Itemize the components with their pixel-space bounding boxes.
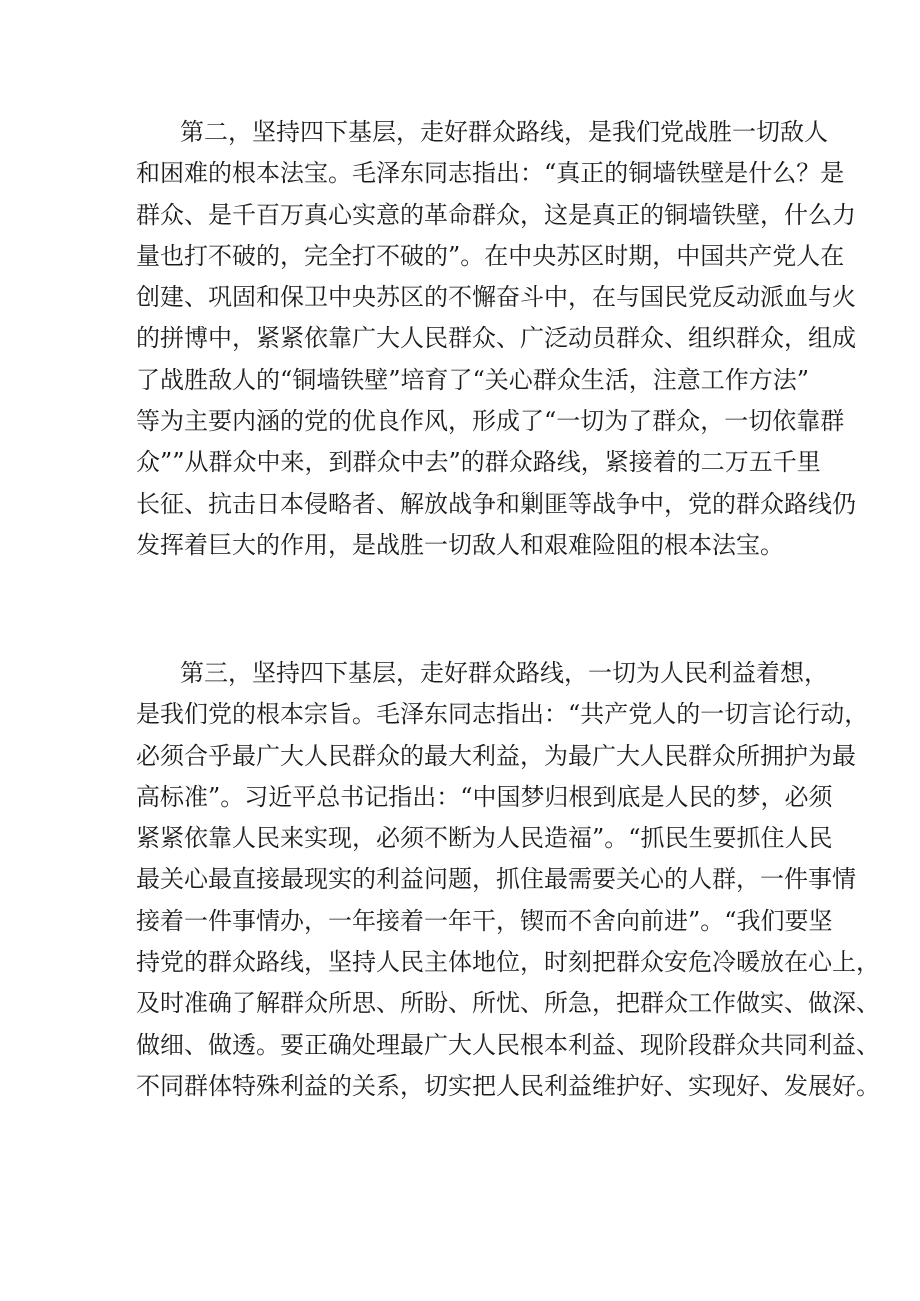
paragraph-line: 不同群体特殊利益的关系，切实把人民利益维护好、实现好、发展好。: [136, 1071, 880, 1100]
paragraph-line: 最关心最直接最现实的利益问题，抓住最需要关心的人群，一件事情: [136, 865, 856, 894]
paragraph-line: 的拼博中，紧紧依靠广大人民群众、广泛动员群众、组织群众，组成: [136, 324, 856, 353]
paragraph-line: 及时准确了解群众所思、所盼、所忧、所急，把群众工作做实、做深、: [136, 989, 880, 1018]
paragraph-line: 发挥着巨大的作用，是战胜一切敌人和艰难险阻的根本法宝。: [136, 530, 784, 559]
paragraph-line: 必须合乎最广大人民群众的最大利益，为最广大人民群众所拥护为最: [136, 741, 856, 770]
paragraph-line: 群众、是千百万真心实意的革命群众，这是真正的铜墙铁壁，什么力: [136, 200, 856, 229]
paragraph-line: 接着一件事情办，一年接着一年干，锲而不舍向前进”。“我们要坚: [136, 906, 833, 935]
paragraph-line: 创建、巩固和保卫中央苏区的不懈奋斗中，在与国民党反动派血与火: [136, 283, 856, 312]
paragraph-line: 量也打不破的，完全打不破的”。在中央苏区时期，中国共产党人在: [136, 241, 845, 270]
paragraph-line: 第二，坚持四下基层，走好群众路线，是我们党战胜一切敌人: [180, 118, 828, 146]
paragraph-second-point: [136, 112, 856, 566]
paragraph-line: 做细、做透。要正确处理最广大人民根本利益、现阶段群众共同利益、: [136, 1030, 880, 1059]
paragraph-line: 众””从群众中来，到群众中去”的群众路线，紧接着的二万五千里: [136, 448, 821, 477]
paragraph-third-point: [136, 653, 880, 1107]
paragraph-line: 等为主要内涵的党的优良作风，形成了“一切为了群众，一切依靠群: [136, 407, 845, 436]
paragraph-line: 高标准”。习近平总书记指出：“中国梦归根到底是人民的梦，必须: [136, 782, 833, 811]
paragraph-line: 持党的群众路线，坚持人民主体地位，时刻把群众安危冷暖放在心上，: [136, 948, 880, 977]
paragraph-line: 和困难的根本法宝。毛泽东同志指出：“真正的铜墙铁壁是什么？是: [136, 159, 845, 188]
paragraph-line: 紧紧依靠人民来实现，必须不断为人民造福”。“抓民生要抓住人民: [136, 824, 833, 853]
paragraph-line: 第三，坚持四下基层，走好群众路线，一切为人民利益着想，: [180, 659, 828, 687]
paragraph-line: 长征、抗击日本侵略者、解放战争和剿匪等战争中，党的群众路线仍: [136, 489, 856, 518]
paragraph-line: 了战胜敌人的“铜墙铁壁”培育了“关心群众生活，注意工作方法”: [136, 365, 810, 394]
paragraph-line: 是我们党的根本宗旨。毛泽东同志指出：“共产党人的一切言论行动，: [136, 700, 869, 729]
